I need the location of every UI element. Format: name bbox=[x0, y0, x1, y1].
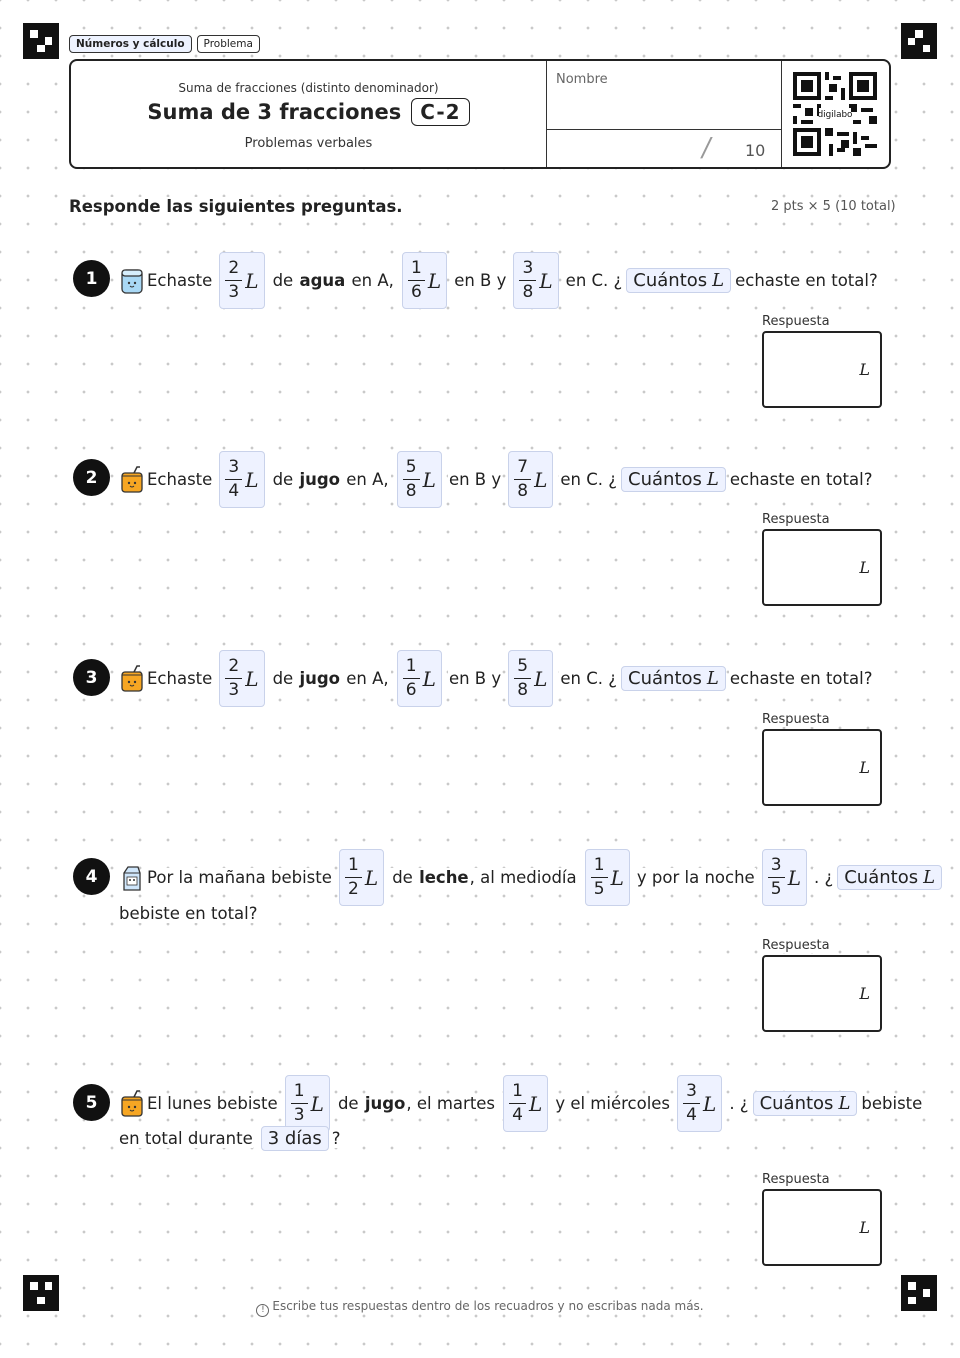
liquid-name: jugo bbox=[299, 669, 341, 688]
fraction-bar bbox=[291, 1103, 308, 1104]
answer-box[interactable] bbox=[762, 729, 882, 806]
liter-unit: L bbox=[706, 668, 719, 689]
question-text-part: en C. ¿ bbox=[565, 271, 623, 290]
score-total: 10 bbox=[745, 141, 766, 160]
fraction-bar bbox=[509, 1103, 526, 1104]
denominator: 8 bbox=[517, 680, 529, 700]
worksheet-kind: Problemas verbales bbox=[244, 136, 373, 151]
question-text-part: echaste en total? bbox=[729, 669, 873, 688]
how-many-chip: Cuántos L bbox=[621, 666, 726, 691]
question-text-part: de bbox=[272, 669, 299, 688]
fraction-bar bbox=[225, 678, 242, 679]
fraction-bar bbox=[768, 877, 785, 878]
liter-unit: L bbox=[427, 268, 442, 293]
denominator: 3 bbox=[293, 1105, 305, 1125]
question-text-part: en C. ¿ bbox=[560, 470, 618, 489]
qr-code-icon bbox=[793, 72, 877, 156]
question-text bbox=[119, 252, 879, 309]
liter-unit: L bbox=[859, 758, 870, 777]
fraction-f1 bbox=[219, 252, 264, 309]
numerator: 5 bbox=[405, 457, 417, 477]
question-text-part: . ¿ bbox=[813, 868, 834, 887]
liter-unit: L bbox=[859, 360, 870, 379]
denominator: 8 bbox=[405, 481, 417, 501]
numerator: 5 bbox=[517, 656, 529, 676]
fraction-f1 bbox=[219, 650, 264, 707]
score-slash: / bbox=[699, 133, 714, 163]
answer-label: Respuesta bbox=[762, 712, 830, 727]
worksheet-subtitle: Suma de fracciones (distinto denominador) bbox=[178, 81, 439, 95]
question-text-part: echaste en total? bbox=[729, 470, 873, 489]
question-text-part: en B y bbox=[454, 271, 507, 290]
denominator: 4 bbox=[512, 1105, 523, 1125]
question-text-part: Por la mañana bebiste bbox=[147, 868, 332, 887]
liter-unit: L bbox=[859, 984, 870, 1003]
question-text-part: y el miércoles bbox=[555, 1094, 671, 1113]
how-many-chip: Cuántos L bbox=[753, 1091, 858, 1116]
liter-unit: L bbox=[310, 1091, 324, 1116]
numerator: 3 bbox=[686, 1081, 697, 1101]
liquid-name: jugo bbox=[364, 1094, 406, 1113]
numerator: 1 bbox=[405, 656, 417, 676]
question-text-part: . ¿ bbox=[729, 1094, 749, 1113]
question-text-part: El lunes bebiste bbox=[147, 1094, 278, 1113]
liter-unit: L bbox=[712, 270, 725, 291]
denominator: 8 bbox=[517, 481, 529, 501]
question-text-part: echaste en total? bbox=[735, 271, 878, 290]
question-text-part: , el martes bbox=[406, 1094, 496, 1113]
type-tag: Problema bbox=[197, 35, 260, 53]
question-text-part: , al mediodía bbox=[469, 868, 577, 887]
question-text-part: bebiste bbox=[861, 1094, 923, 1113]
liter-unit: L bbox=[859, 558, 870, 577]
answer-box[interactable] bbox=[762, 1189, 882, 1266]
question-text-part: y por la noche bbox=[636, 868, 755, 887]
question-text-part: Echaste bbox=[147, 470, 213, 489]
liquid-name: agua bbox=[299, 271, 346, 290]
instructions: Responde las siguientes preguntas. bbox=[69, 197, 403, 216]
name-score-area bbox=[546, 61, 782, 167]
fraction-f3 bbox=[508, 650, 553, 707]
question-text-part: de bbox=[337, 1094, 364, 1113]
answer-label: Respuesta bbox=[762, 314, 830, 329]
worksheet-title: Suma de 3 fracciones bbox=[147, 100, 402, 124]
days-chip: 3 días bbox=[261, 1126, 329, 1151]
category-tags bbox=[69, 35, 260, 53]
fraction-bar bbox=[591, 877, 608, 878]
numerator: 1 bbox=[593, 855, 605, 875]
liter-unit: L bbox=[787, 865, 801, 890]
worksheet-header bbox=[69, 59, 891, 169]
fraction-f1 bbox=[219, 451, 264, 508]
fraction-bar bbox=[225, 280, 242, 281]
numerator: 3 bbox=[770, 855, 782, 875]
question-number: 1 bbox=[73, 260, 110, 297]
question-text-part: de bbox=[272, 271, 299, 290]
question-text-part: en B y bbox=[448, 669, 502, 688]
question-text bbox=[119, 849, 945, 906]
fraction-bar bbox=[683, 1103, 700, 1104]
answer-box[interactable] bbox=[762, 955, 882, 1032]
answer-box[interactable] bbox=[762, 331, 882, 408]
question-text bbox=[119, 451, 873, 508]
question-text-part: Echaste bbox=[147, 271, 213, 290]
footer-note bbox=[0, 1299, 960, 1317]
liter-unit: L bbox=[838, 1093, 851, 1114]
question-text-part: en total durante bbox=[119, 1129, 253, 1148]
footer-text: Escribe tus respuestas dentro de los recuadros y no escribas nada más. bbox=[272, 1299, 704, 1313]
question-text-part: en A, bbox=[341, 669, 389, 688]
how-many-chip: Cuántos L bbox=[837, 865, 942, 890]
denominator: 4 bbox=[228, 481, 240, 501]
question-number: 3 bbox=[73, 659, 110, 696]
liter-unit: L bbox=[529, 1091, 543, 1116]
answer-label: Respuesta bbox=[762, 938, 830, 953]
denominator: 3 bbox=[228, 680, 240, 700]
numerator: 1 bbox=[347, 855, 359, 875]
fraction-f1 bbox=[339, 849, 384, 906]
denominator: 6 bbox=[411, 282, 422, 302]
fraction-f3 bbox=[508, 451, 553, 508]
question-text-part: en B y bbox=[448, 470, 502, 489]
how-many-chip: Cuántos L bbox=[626, 268, 731, 293]
how-many-chip: Cuántos L bbox=[621, 467, 726, 492]
answer-box[interactable] bbox=[762, 529, 882, 606]
denominator: 5 bbox=[593, 879, 605, 899]
liter-unit: L bbox=[610, 865, 624, 890]
question-text-part: en A, bbox=[341, 470, 389, 489]
worksheet-code: C-2 bbox=[411, 98, 469, 126]
divider bbox=[547, 129, 781, 130]
denominator: 3 bbox=[228, 282, 240, 302]
qr-label: digilabo bbox=[817, 109, 853, 120]
fraction-f3 bbox=[513, 252, 558, 309]
fraction-f2 bbox=[585, 849, 630, 906]
name-label: Nombre bbox=[556, 72, 608, 87]
liter-unit: L bbox=[245, 467, 259, 492]
fraction-bar bbox=[514, 678, 531, 679]
corner-marker-top-left bbox=[23, 23, 59, 59]
water-glass-icon bbox=[119, 267, 145, 295]
fraction-f2 bbox=[503, 1075, 548, 1132]
numerator: 1 bbox=[293, 1081, 305, 1101]
question-number: 5 bbox=[73, 1084, 110, 1121]
question-text bbox=[119, 650, 873, 707]
liter-unit: L bbox=[422, 467, 436, 492]
question-number: 2 bbox=[73, 459, 110, 496]
question-text-part: en C. ¿ bbox=[560, 669, 618, 688]
juice-box-icon bbox=[119, 1090, 145, 1118]
fraction-f3 bbox=[762, 849, 807, 906]
question-text-part: bebiste en total? bbox=[119, 904, 258, 923]
fraction-f2 bbox=[397, 650, 442, 707]
fraction-bar bbox=[225, 479, 242, 480]
numerator: 2 bbox=[228, 656, 240, 676]
question-text-part: de bbox=[272, 470, 299, 489]
answer-label: Respuesta bbox=[762, 512, 830, 527]
fraction-f2 bbox=[402, 252, 447, 309]
question-text-continued bbox=[119, 1126, 341, 1151]
liter-unit: L bbox=[245, 268, 259, 293]
question-text-part: de bbox=[392, 868, 419, 887]
question-text-part: ? bbox=[331, 1129, 341, 1148]
answer-label: Respuesta bbox=[762, 1172, 830, 1187]
denominator: 4 bbox=[686, 1105, 697, 1125]
liter-unit: L bbox=[859, 1218, 870, 1237]
liter-unit: L bbox=[534, 467, 548, 492]
numerator: 3 bbox=[228, 457, 240, 477]
fraction-bar bbox=[519, 280, 536, 281]
question-text bbox=[119, 1075, 923, 1132]
question-text-part: Echaste bbox=[147, 669, 213, 688]
milk-carton-icon bbox=[119, 864, 145, 892]
fraction-f3 bbox=[677, 1075, 722, 1132]
info-icon: ! bbox=[256, 1304, 269, 1317]
fraction-f2 bbox=[397, 451, 442, 508]
denominator: 8 bbox=[522, 282, 534, 302]
liquid-name: leche bbox=[419, 868, 469, 887]
liter-unit: L bbox=[923, 867, 936, 888]
fraction-bar bbox=[514, 479, 531, 480]
points-info: 2 pts × 5 (10 total) bbox=[771, 199, 896, 214]
liter-unit: L bbox=[364, 865, 379, 890]
numerator: 3 bbox=[522, 258, 534, 278]
numerator: 7 bbox=[517, 457, 529, 477]
denominator: 2 bbox=[347, 879, 359, 899]
question-text-continued bbox=[119, 904, 258, 923]
liter-unit: L bbox=[245, 666, 259, 691]
subject-tag: Números y cálculo bbox=[69, 35, 192, 53]
juice-box-icon bbox=[119, 665, 145, 693]
liter-unit: L bbox=[534, 666, 548, 691]
liter-unit: L bbox=[539, 268, 553, 293]
numerator: 2 bbox=[228, 258, 240, 278]
header-title-area bbox=[71, 61, 546, 167]
denominator: 6 bbox=[405, 680, 417, 700]
numerator: 1 bbox=[512, 1081, 523, 1101]
corner-marker-top-right bbox=[901, 23, 937, 59]
question-text-part: en A, bbox=[346, 271, 394, 290]
denominator: 5 bbox=[770, 879, 782, 899]
liter-unit: L bbox=[706, 469, 719, 490]
fraction-f1 bbox=[285, 1075, 330, 1132]
fraction-bar bbox=[408, 280, 425, 281]
liter-unit: L bbox=[703, 1091, 717, 1116]
liquid-name: jugo bbox=[299, 470, 341, 489]
fraction-bar bbox=[403, 479, 420, 480]
fraction-bar bbox=[403, 678, 420, 679]
question-number: 4 bbox=[73, 858, 110, 895]
numerator: 1 bbox=[411, 258, 422, 278]
fraction-bar bbox=[345, 877, 362, 878]
juice-box-icon bbox=[119, 466, 145, 494]
liter-unit: L bbox=[422, 666, 436, 691]
